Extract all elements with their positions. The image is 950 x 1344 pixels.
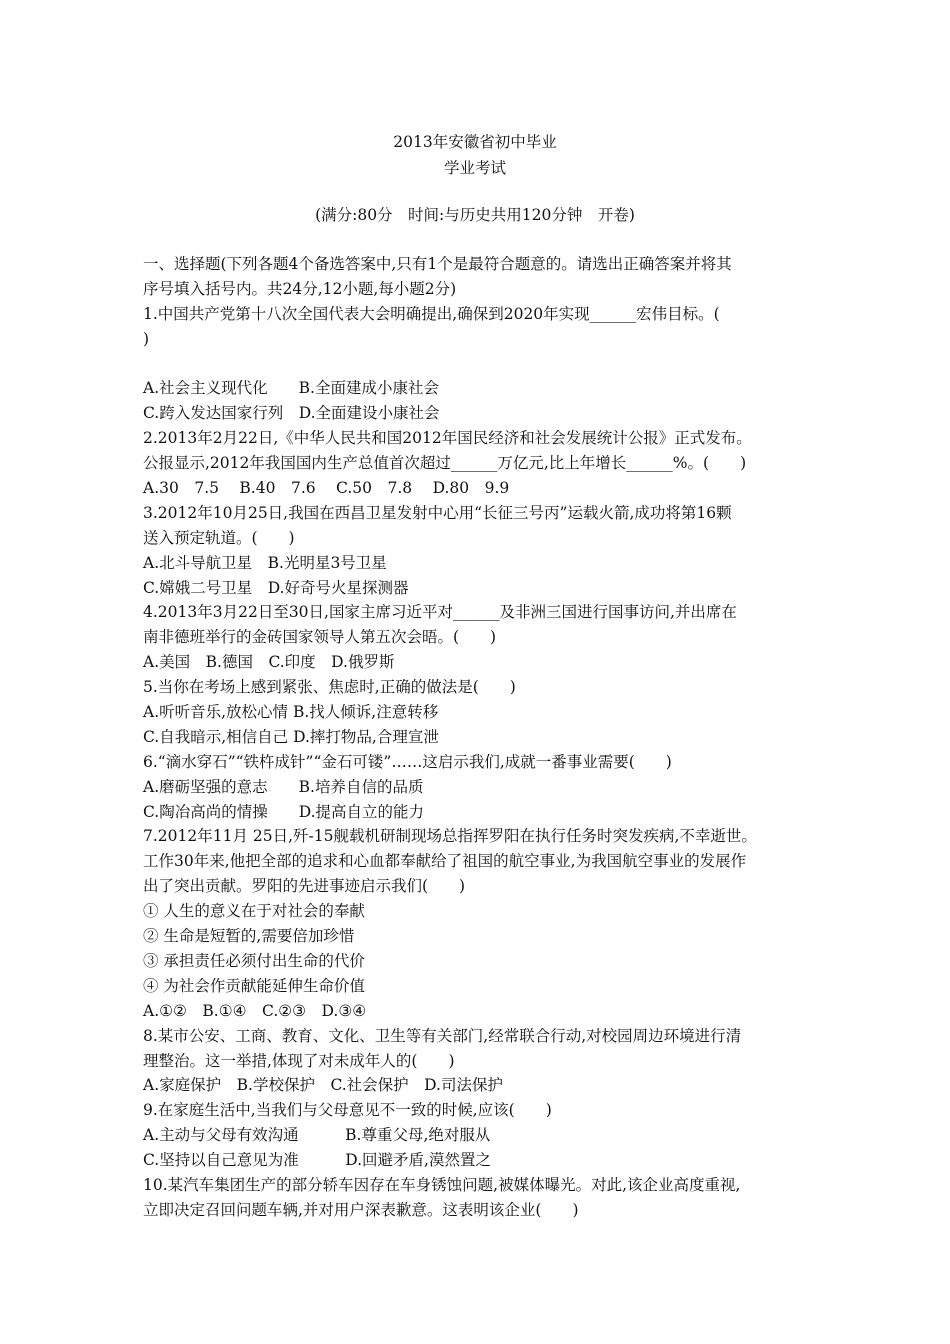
text-line: 3.2012年10月25日,我国在西昌卫星发射中心用“长征三号丙”运载火箭,成功将第16颗 (143, 503, 732, 522)
text-line: A.社会主义现代化 B.全面建成小康社会 (143, 379, 439, 398)
text-line: 1.中国共产党第十八次全国代表大会明确提出,确保到2020年实现______宏伟目标。( (143, 304, 720, 323)
text-line: C.自我暗示,相信自己 D.摔打物品,合理宣泄 (143, 727, 439, 746)
text-line: 序号填入括号内。共24分,12小题,每小题2分) (143, 279, 457, 298)
text-line: 一、选择题(下列各题4个备选答案中,只有1个是最符合题意的。请选出正确答案并将其 (143, 255, 732, 273)
text-line: 出了突出贡献。罗阳的先进事迹启示我们( ) (143, 877, 466, 896)
text-line: 5.当你在考场上感到紧张、焦虑时,正确的做法是( ) (143, 678, 516, 697)
text-line: 公报显示,2012年我国国内生产总值首次超过______万亿元,比上年增长______%。( ) (143, 454, 747, 473)
text-line: A.主动与父母有效沟通 B.尊重父母,绝对服从 (143, 1126, 491, 1145)
text-line: 工作30年来,他把全部的追求和心血都奉献给了祖国的航空事业,为我国航空事业的发展作 (143, 852, 747, 871)
text-line: 南非德班举行的金砖国家领导人第五次会晤。( ) (143, 628, 497, 647)
text-line: A.家庭保护 B.学校保护 C.社会保护 D.司法保护 (143, 1076, 503, 1095)
text-line: 理整治。这一举措,体现了对未成年人的( ) (143, 1051, 455, 1070)
text-line: A.①② B.①④ C.②③ D.③④ (143, 1001, 367, 1020)
text-line: A.听听音乐,放松心情 B.找人倾诉,注意转移 (143, 703, 439, 722)
text-line: A.磨砺坚强的意志 B.培养自信的品质 (143, 777, 424, 796)
exam-questions (143, 252, 813, 1223)
text-line: 8.某市公安、工商、教育、文化、卫生等有关部门,经常联合行动,对校园周边环境进行清 (143, 1026, 742, 1045)
text-line: ④ 为社会作贡献能延伸生命价值 (143, 976, 365, 995)
text-line: C.陶冶高尚的情操 D.提高自立的能力 (143, 802, 425, 821)
text-line: 9.在家庭生活中,当我们与父母意见不一致的时候,应该( ) (143, 1101, 552, 1120)
exam-meta-info: (满分:80分 时间:与历史共用120分钟 开卷) (315, 206, 635, 224)
exam-title-line1: 2013年安徽省初中毕业 (393, 133, 557, 151)
text-line: A.美国 B.德国 C.印度 D.俄罗斯 (143, 653, 395, 672)
exam-title-line2: 学业考试 (443, 159, 506, 177)
text-line: 立即决定召回问题车辆,并对用户深表歉意。这表明该企业( ) (143, 1200, 579, 1219)
text-line: 2.2013年2月22日,《中华人民共和国2012年国民经济和社会发展统计公报》正式发布。 (143, 429, 752, 448)
text-line (143, 352, 813, 377)
text-line: C.跨入发达国家行列 D.全面建设小康社会 (143, 404, 440, 423)
text-line: 10.某汽车集团生产的部分轿车因存在车身锈蚀问题,被媒体曝光。对此,该企业高度重视, (143, 1175, 741, 1194)
text-line: A.30 7.5 B.40 7.6 C.50 7.8 D.80 9.9 (143, 479, 510, 498)
text-line: ① 人生的意义在于对社会的奉献 (143, 902, 365, 921)
text-line: C.坚持以自己意见为准 D.回避矛盾,漠然置之 (143, 1151, 491, 1170)
text-line: A.北斗导航卫星 B.光明星3号卫星 (143, 553, 387, 572)
text-line: 送入预定轨道。( ) (143, 528, 295, 547)
text-line: ) (143, 329, 150, 348)
text-line: ② 生命是短暂的,需要倍加珍惜 (143, 927, 355, 946)
text-line: 7.2012年11月 25日,歼-15舰载机研制现场总指挥罗阳在执行任务时突发疾病,不幸逝世。 (143, 827, 757, 846)
text-line: ③ 承担责任必须付出生命的代价 (143, 951, 365, 970)
text-line: 4.2013年3月22日至30日,国家主席习近平对______及非洲三国进行国事访问,并出席在 (143, 603, 737, 622)
text-line: 6.“滴水穿石”“铁杵成针”“金石可镂”……这启示我们,成就一番事业需要( ) (143, 752, 672, 771)
text-line: C.嫦娥二号卫星 D.好奇号火星探测器 (143, 578, 409, 597)
